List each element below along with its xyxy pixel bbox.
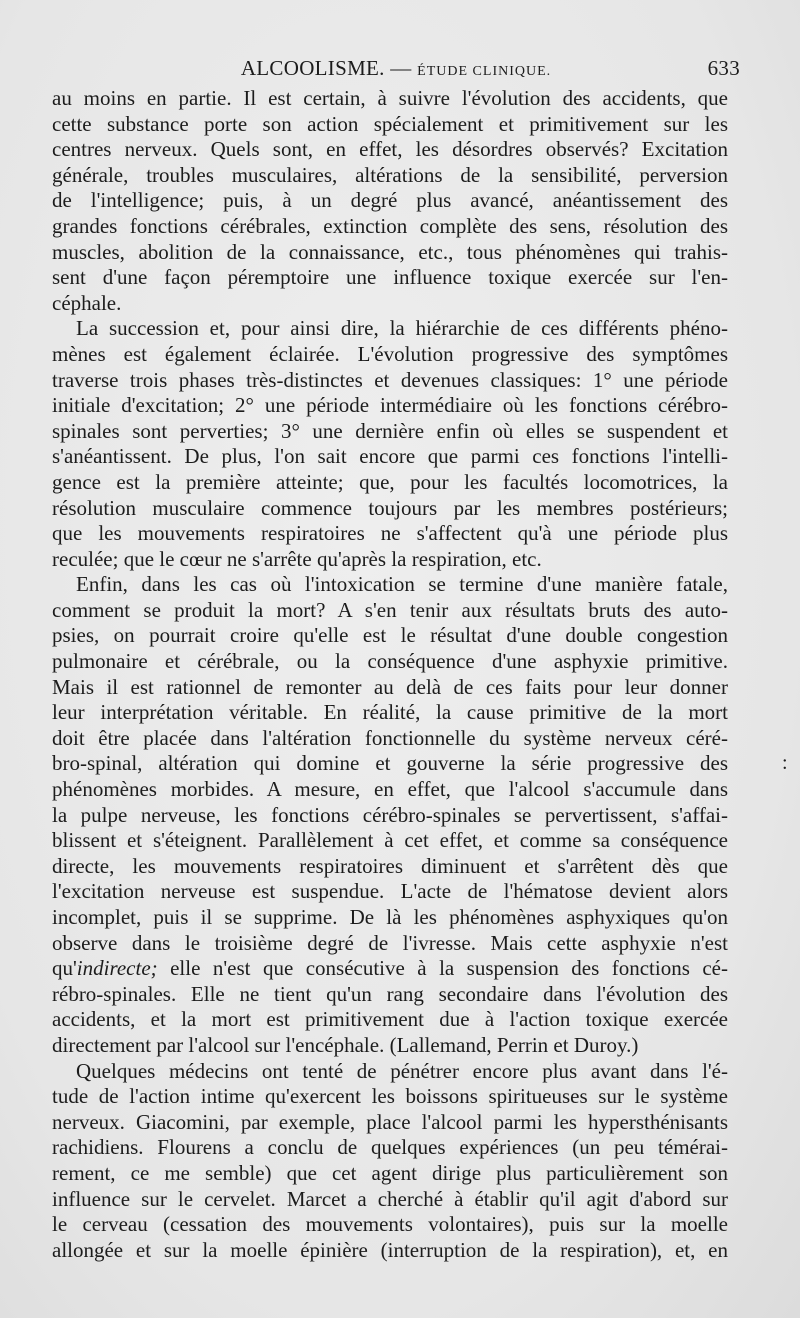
text-line: nerveux. Giacomini, par exemple, place l'alcool parmi les hypersthénisants (52, 1109, 728, 1134)
margin-mark: : (782, 752, 788, 774)
text-line: psies, on pourrait croire qu'elle est le résultat d'une double congestion (52, 623, 728, 648)
text-line: initiale d'excitation; 2° une période intermédiaire où les fonctions cérébro- (52, 393, 728, 418)
text-line: grandes fonctions cérébrales, extinction complète des sens, résolution des (52, 213, 728, 238)
text-line: directement par l'alcool sur l'encéphale. (Lallemand, Perrin et Duroy.) (52, 1032, 639, 1057)
text-line: muscles, abolition de la connaissance, etc., tous phénomènes qui trahis- (52, 239, 728, 264)
text-line: phénomènes morbides. A mesure, en effet, que l'alcool s'accumule dans (52, 777, 728, 802)
running-head (52, 56, 740, 86)
text-line: comment se produit la mort? A s'en tenir aux résultats bruts des auto- (52, 597, 728, 622)
text-line: influence sur le cervelet. Marcet a cherché à établir qu'il agit d'abord sur (52, 1186, 728, 1211)
text-line: l'excitation nerveuse est suspendue. L'acte de l'hématose devient alors (52, 879, 728, 904)
text-line: qu'indirecte; elle n'est que consécutive à la suspension des fonctions cé- (52, 956, 728, 981)
paragraph (52, 1059, 728, 1264)
page-number: 633 (707, 56, 740, 80)
text-line: sent d'une façon péremptoire une influence toxique exercée sur l'en- (52, 265, 728, 290)
text-line: cette substance porte son action spécialement et primitivement sur les (52, 111, 728, 136)
text-line: La succession et, pour ainsi dire, la hiérarchie de ces différents phéno- (76, 316, 728, 341)
text-line: accidents, et la mort est primitivement due à l'action toxique exercée (52, 1007, 728, 1032)
text-line: traverse trois phases très-distinctes et devenues classiques: 1° une période (52, 367, 728, 392)
text-line: leur interprétation véritable. En réalité, la cause primitive de la mort (52, 700, 728, 725)
text-line: résolution musculaire commence toujours par les membres postérieurs; (52, 495, 728, 520)
text-line: le cerveau (cessation des mouvements volontaires), puis sur la moelle (52, 1212, 728, 1237)
text-line: la pulpe nerveuse, les fonctions cérébro-spinales se pervertissent, s'affai- (52, 802, 728, 827)
text-line: générale, troubles musculaires, altérations de la sensibilité, perversion (52, 162, 728, 187)
text-line: tude de l'action intime qu'exercent les boissons spiritueuses sur le système (52, 1084, 728, 1109)
text-line: Mais il est rationnel de remonter au delà de ces faits pour leur donner (52, 674, 728, 699)
chapter-title: ALCOOLISME. (240, 56, 385, 80)
text-line: observe dans le troisième degré de l'ivresse. Mais cette asphyxie n'est (52, 930, 728, 955)
text-line: mènes est également éclairée. L'évolution progressive des symptômes (52, 341, 728, 366)
text-line: que les mouvements respiratoires ne s'affectent qu'à une période plus (52, 521, 728, 546)
body-text (52, 86, 728, 1263)
text-line: céphale. (52, 290, 122, 315)
text-line: incomplet, puis il se supprime. De là les phénomènes asphyxiques qu'on (52, 905, 728, 929)
text-line: centres nerveux. Quels sont, en effet, les désordres observés? Excitation (52, 137, 728, 162)
text-line: Quelques médecins ont tenté de pénétrer encore plus avant dans l'é- (76, 1058, 728, 1083)
text-line: bro-spinal, altération qui domine et gouverne la série progressive des (52, 751, 728, 776)
paragraph (52, 86, 728, 316)
text-line: directe, les mouvements respiratoires diminuent et s'arrêtent dès que (52, 853, 728, 878)
paragraph (52, 316, 728, 572)
paragraph (52, 572, 728, 1058)
text-line: rébro-spinales. Elle ne tient qu'un rang secondaire dans l'évolution des (52, 981, 728, 1006)
text-line: rement, ce me semble) que cet agent dirige plus particulièrement son (52, 1160, 728, 1185)
text-line: spinales sont perverties; 3° une dernière enfin où elles se suspendent et (52, 418, 728, 443)
text-line: au moins en partie. Il est certain, à suivre l'évolution des accidents, que (52, 86, 728, 110)
text-line: rachidiens. Flourens a conclu de quelques expériences (un peu témérai- (52, 1135, 728, 1160)
text-line: de l'intelligence; puis, à un degré plus avancé, anéantissement des (52, 188, 728, 213)
text-line: allongée et sur la moelle épinière (interruption de la respiration), et, en (52, 1237, 728, 1262)
text-line: s'anéantissent. De plus, l'on sait encore que parmi ces fonctions l'intelli- (52, 444, 728, 469)
italic-text: indirecte; (76, 956, 158, 981)
section-title: ÉTUDE CLINIQUE. (417, 64, 552, 79)
text-line: gence est la première atteinte; que, pour les facultés locomotrices, la (52, 469, 728, 494)
title-dash: — (390, 56, 412, 80)
text-line: pulmonaire et cérébrale, ou la conséquence d'une asphyxie primitive. (52, 649, 728, 674)
text-line: reculée; que le cœur ne s'arrête qu'après la respiration, etc. (52, 546, 542, 571)
running-title (52, 56, 740, 81)
text-line: doit être placée dans l'altération fonctionnelle du système nerveux céré- (52, 725, 728, 750)
text-line: Enfin, dans les cas où l'intoxication se termine d'une manière fatale, (76, 572, 728, 597)
text-line: blissent et s'éteignent. Parallèlement à cet effet, et comme sa conséquence (52, 828, 728, 853)
